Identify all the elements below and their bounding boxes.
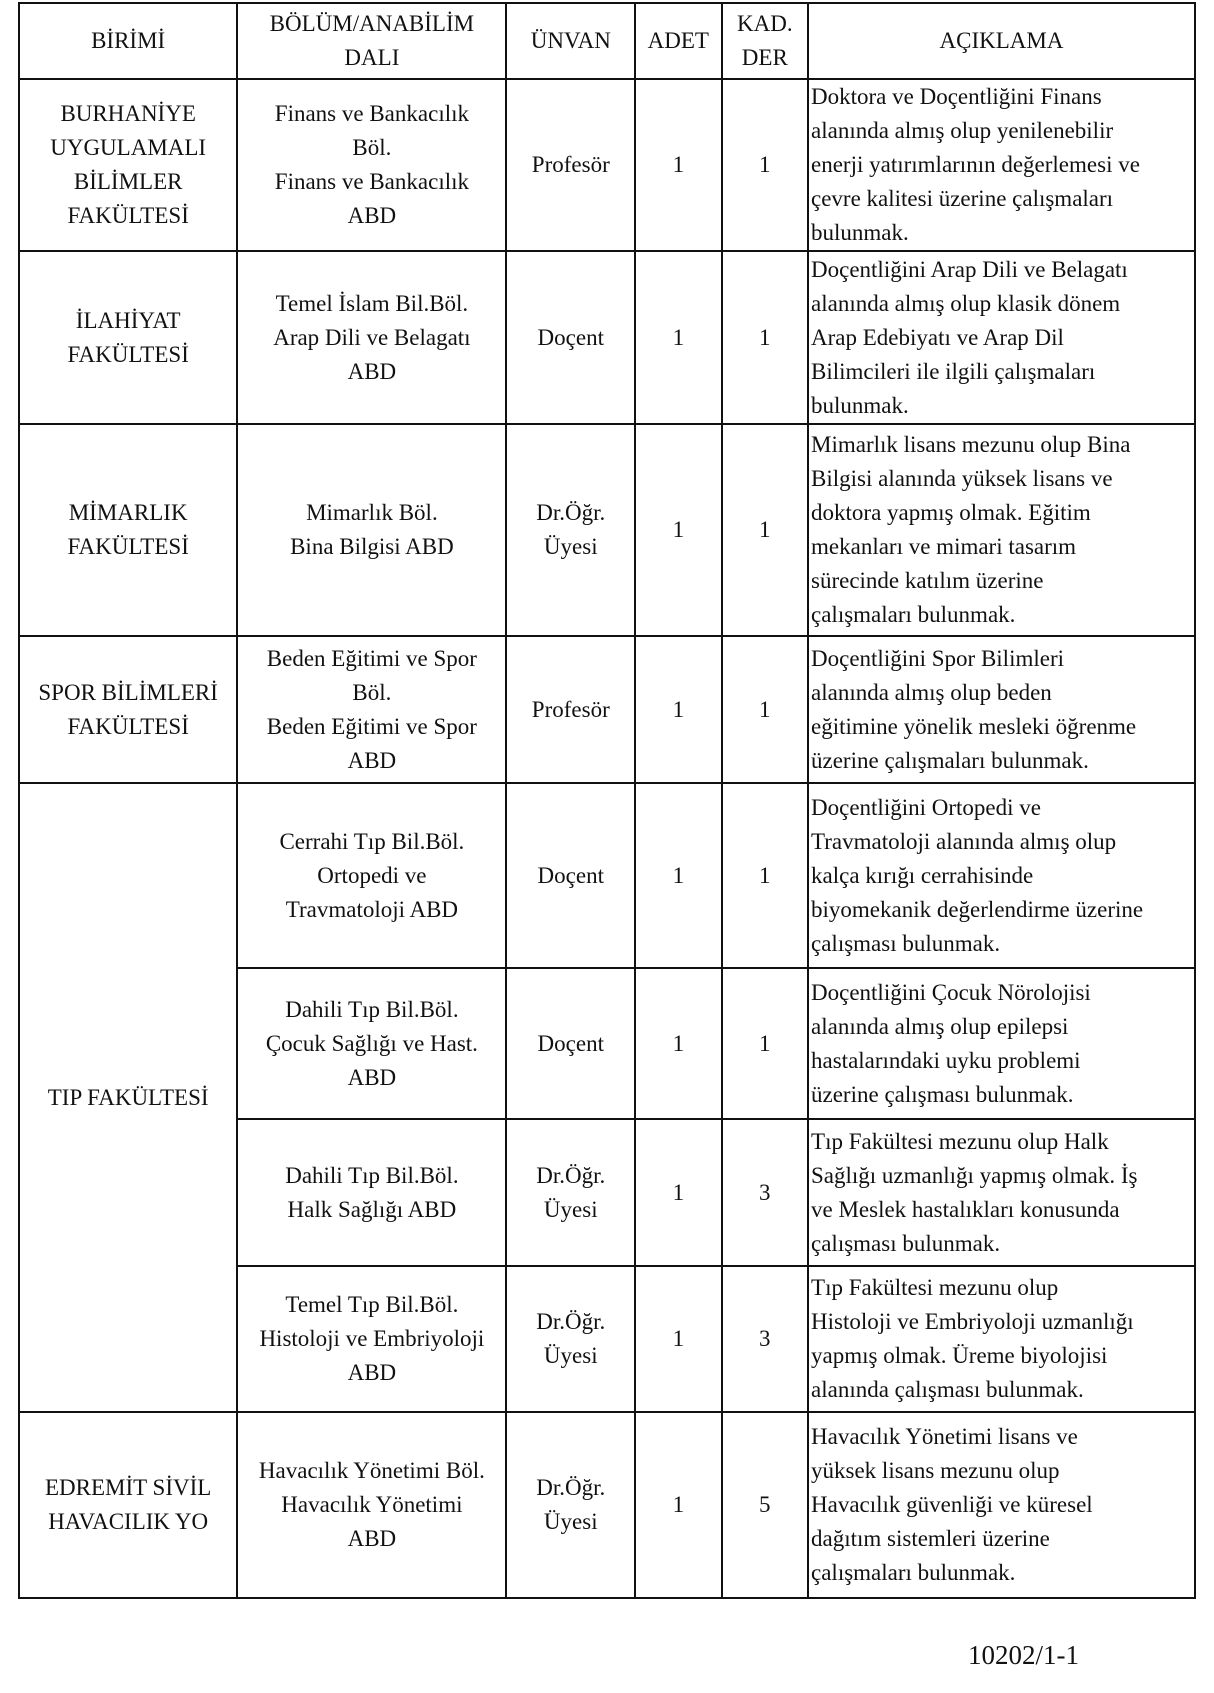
cell-adet: 1	[635, 1119, 721, 1266]
cell-birimi: SPOR BİLİMLERİ FAKÜLTESİ	[19, 636, 237, 783]
cell-unvan: Doçent	[506, 251, 635, 424]
table-row	[19, 424, 1195, 636]
cell-aciklama: Tıp Fakültesi mezunu olup Halk Sağlığı uzmanlığı yapmış olmak. İş ve Meslek hastalıkları konusunda çalışması bulunmak.	[808, 1119, 1195, 1266]
cell-unvan: Profesör	[506, 79, 635, 251]
cell-kadder: 1	[722, 783, 808, 968]
cell-bolum: Temel İslam Bil.Böl. Arap Dili ve Belagatı ABD	[237, 251, 506, 424]
cell-birimi: BURHANİYE UYGULAMALI BİLİMLER FAKÜLTESİ	[19, 79, 237, 251]
cell-unvan: Doçent	[506, 968, 635, 1119]
cell-birimi: İLAHİYAT FAKÜLTESİ	[19, 251, 237, 424]
header-aciklama: AÇIKLAMA	[808, 3, 1195, 79]
cell-kadder: 1	[722, 424, 808, 636]
cell-bolum: Cerrahi Tıp Bil.Böl. Ortopedi ve Travmatoloji ABD	[237, 783, 506, 968]
table-row	[19, 636, 1195, 783]
cell-adet: 1	[635, 79, 721, 251]
cell-unvan: Profesör	[506, 636, 635, 783]
cell-kadder: 3	[722, 1119, 808, 1266]
header-row	[19, 3, 1195, 79]
header-adet: ADET	[635, 3, 721, 79]
cell-bolum: Dahili Tıp Bil.Böl. Halk Sağlığı ABD	[237, 1119, 506, 1266]
table-row	[19, 783, 1195, 968]
cell-bolum: Havacılık Yönetimi Böl. Havacılık Yönetimi ABD	[237, 1412, 506, 1598]
cell-aciklama: Doçentliğini Ortopedi ve Travmatoloji alanında almış olup kalça kırığı cerrahisinde biyomekanik değerlendirme üzerine çalışması bulunmak.	[808, 783, 1195, 968]
cell-aciklama: Mimarlık lisans mezunu olup Bina Bilgisi alanında yüksek lisans ve doktora yapmış olmak. Eğitim mekanları ve mimari tasarım sürecinde katılım üzerine çalışmaları bulunmak.	[808, 424, 1195, 636]
cell-kadder: 5	[722, 1412, 808, 1598]
cell-aciklama: Doçentliğini Çocuk Nörolojisi alanında almış olup epilepsi hastalarındaki uyku problemi üzerine çalışması bulunmak.	[808, 968, 1195, 1119]
cell-unvan: Dr.Öğr. Üyesi	[506, 1412, 635, 1598]
cell-bolum: Temel Tıp Bil.Böl. Histoloji ve Embriyoloji ABD	[237, 1266, 506, 1412]
cell-aciklama: Havacılık Yönetimi lisans ve yüksek lisans mezunu olup Havacılık güvenliği ve küresel dağıtım sistemleri üzerine çalışmaları bulunmak.	[808, 1412, 1195, 1598]
cell-unvan: Dr.Öğr. Üyesi	[506, 1266, 635, 1412]
cell-kadder: 1	[722, 251, 808, 424]
header-birimi: BİRİMİ	[19, 3, 237, 79]
table-row	[19, 79, 1195, 251]
cell-aciklama: Tıp Fakültesi mezunu olup Histoloji ve Embriyoloji uzmanlığı yapmış olmak. Üreme biyolojisi alanında çalışması bulunmak.	[808, 1266, 1195, 1412]
cell-kadder: 1	[722, 79, 808, 251]
table-row	[19, 1412, 1195, 1598]
cell-adet: 1	[635, 1266, 721, 1412]
cell-kadder: 1	[722, 636, 808, 783]
cell-aciklama: Doçentliğini Spor Bilimleri alanında almış olup beden eğitimine yönelik mesleki öğrenme üzerine çalışmaları bulunmak.	[808, 636, 1195, 783]
cell-bolum: Finans ve Bankacılık Böl. Finans ve Bankacılık ABD	[237, 79, 506, 251]
cell-birimi: TIP FAKÜLTESİ	[19, 783, 237, 1412]
cell-aciklama: Doçentliğini Arap Dili ve Belagatı alanında almış olup klasik dönem Arap Edebiyatı ve Arap Dil Bilimcileri ile ilgili çalışmaları bulunmak.	[808, 251, 1195, 424]
cell-adet: 1	[635, 251, 721, 424]
cell-kadder: 1	[722, 968, 808, 1119]
cell-unvan: Doçent	[506, 783, 635, 968]
cell-bolum: Beden Eğitimi ve Spor Böl. Beden Eğitimi ve Spor ABD	[237, 636, 506, 783]
cell-birimi: EDREMİT SİVİL HAVACILIK YO	[19, 1412, 237, 1598]
cell-kadder: 3	[722, 1266, 808, 1412]
table-row	[19, 251, 1195, 424]
cell-adet: 1	[635, 783, 721, 968]
header-kadder: KAD. DER	[722, 3, 808, 79]
cell-birimi: MİMARLIK FAKÜLTESİ	[19, 424, 237, 636]
cell-adet: 1	[635, 424, 721, 636]
cell-adet: 1	[635, 636, 721, 783]
header-bolum: BÖLÜM/ANABİLİM DALI	[237, 3, 506, 79]
cell-bolum: Mimarlık Böl. Bina Bilgisi ABD	[237, 424, 506, 636]
cell-adet: 1	[635, 968, 721, 1119]
cell-adet: 1	[635, 1412, 721, 1598]
cell-unvan: Dr.Öğr. Üyesi	[506, 424, 635, 636]
cell-bolum: Dahili Tıp Bil.Böl. Çocuk Sağlığı ve Hast. ABD	[237, 968, 506, 1119]
positions-table	[18, 2, 1196, 1599]
cell-unvan: Dr.Öğr. Üyesi	[506, 1119, 635, 1266]
header-unvan: ÜNVAN	[506, 3, 635, 79]
cell-aciklama: Doktora ve Doçentliğini Finans alanında almış olup yenilenebilir enerji yatırımlarının değerlemesi ve çevre kalitesi üzerine çalışmaları bulunmak.	[808, 79, 1195, 251]
document-reference: 10202/1-1	[968, 1640, 1079, 1670]
